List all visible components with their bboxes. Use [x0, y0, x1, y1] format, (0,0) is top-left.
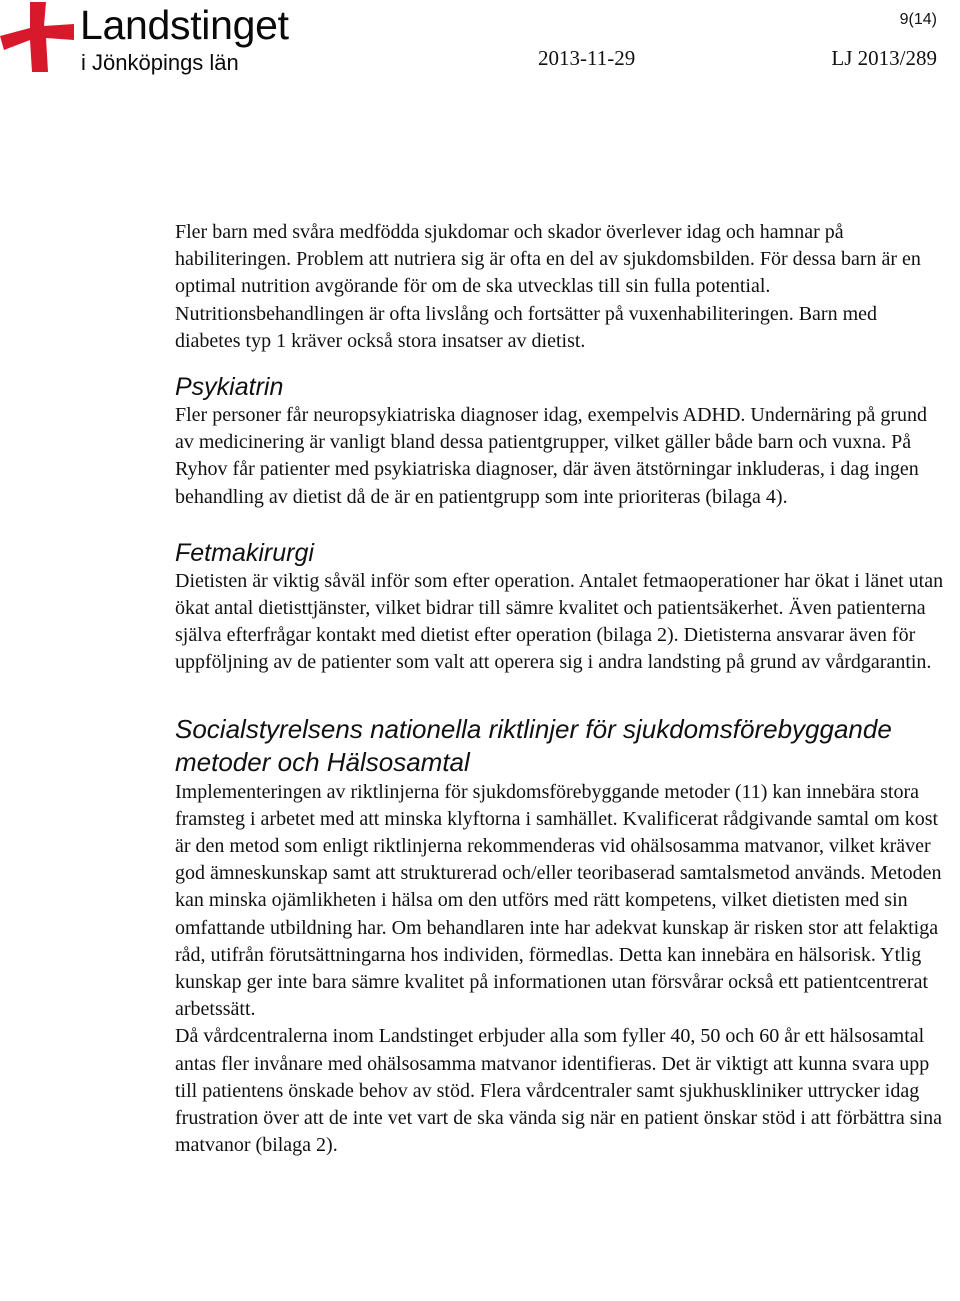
document-body: [175, 219, 945, 1159]
page-header: [0, 0, 960, 80]
logo-title: Landstinget: [80, 2, 289, 48]
page-number: 9(14): [899, 11, 937, 28]
intro-paragraph: Fler barn med svåra medfödda sjukdomar och skador överlever idag och hamnar på habiliteringen. Problem att nutriera sig är ofta en del av sjukdomsbilden. För dessa barn är en optimal nutrition avgörande för om de ska utvecklas till sin fulla potential. Nutritionsbehandlingen är ofta livslång och fortsätter på vuxenhabiliteringen. Barn med diabetes typ 1 kräver också stora insatser av dietist.: [175, 221, 921, 352]
section-heading-socialstyrelsen: Socialstyrelsens nationella riktlinjer för sjukdomsförebyggande metoder och Hälsosamtal: [175, 713, 892, 777]
psykiatri-paragraph: Fler personer får neuropsykiatriska diagnoser idag, exempelvis ADHD. Undernäring på grund av medicinering är vanligt bland dessa patientgrupper, vilket gäller både barn och vuxna. På Ryhov får patienter med psykiatriska diagnoser, där även ätstörningar inkluderas, i dag ingen behandling av dietist då de är en patientgrupp som inte prioriteras (bilaga 4).: [175, 404, 928, 508]
document-reference: LJ 2013/289: [831, 46, 937, 70]
section-heading-fetmakirurgi: Fetmakirurgi: [175, 538, 314, 567]
fetma-paragraph: Dietisten är viktig såväl inför som efter operation. Antalet fetmaoperationer har ökat i länet utan ökat antal dietisttjänster, vilket bidrar till sämre kvalitet och patientsäkerhet. Även patienterna själva efterfrågar kontakt med dietist efter operation (bilaga 2). Dietisterna ansvarar även för uppföljning av de patienter som valt att operera sig i andra landsting på grund av vårdgarantin.: [175, 569, 944, 674]
section-heading-psykiatrin: Psykiatrin: [175, 373, 284, 402]
social-paragraph-1: Implementeringen av riktlinjerna för sjukdomsförebyggande metoder (11) kan innebära stora framsteg i arbetet med att minska klyftorna i samhället. Kvalificerat rådgivande samtal om kost är den metod som enligt riktlinjerna rekommenderas vid ohälsosamma matvanor, vilket kräver god ämneskunskap samt att strukturerad och/eller teoribaserad samtalsmetod används. Metoden kan minska ojämlikheten i hälsa om den utförs med rätt kompetens, vilket dietisten med sin omfattande utbildning har. Om behandlaren inte har adekvat kunskap är risken stor att felaktiga råd, utifrån förutsättningarna hos individen, förmedlas. Detta kan innebära en hälsorisk. Ytlig kunskap ger inte bara sämre kvalitet på informationen utan försvårar också ett patientcentrerat arbetssätt.: [175, 780, 942, 1021]
logo-subtitle: i Jönköpings län: [81, 50, 239, 75]
social-paragraph-2: Då vårdcentralerna inom Landstinget erbjuder alla som fyller 40, 50 och 60 år ett hälsosamtal antas fler invånare med ohälsosamma matvanor identifieras. Det är viktigt att kunna svara upp till patientens önskade behov av stöd. Flera vårdcentraler samt sjukhuskliniker uttrycker idag frustration över att de inte vet vart de ska vända sig när en patient önskar stöd i att förbättra sina matvanor (bilaga 2).: [175, 1025, 942, 1157]
red-cross-logo-icon: [0, 2, 74, 72]
document-date: 2013-11-29: [538, 46, 636, 70]
landstinget-logo: [0, 0, 320, 80]
